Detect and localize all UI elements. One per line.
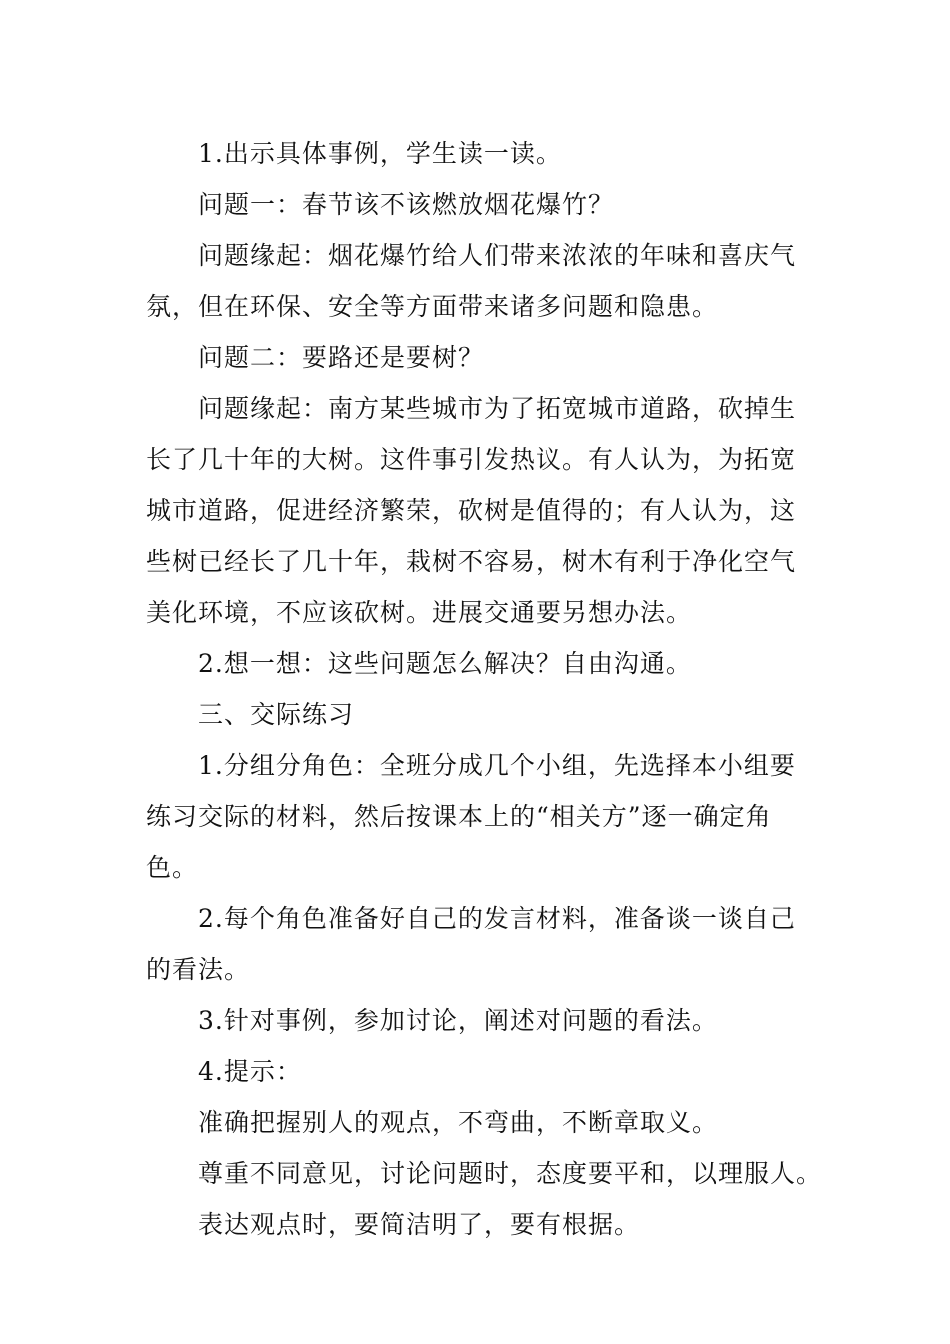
text-line: 尊重不同意见，讨论问题时，态度要平和，以理服人。 [198,1159,823,1188]
document-body [146,128,823,1250]
text-line: 问题缘起：烟花爆竹给人们带来浓浓的年味和喜庆气 [198,241,797,270]
section-heading: 三、交际练习 [198,700,355,729]
text-line: 1.出示具体事例，学生读一读。 [198,139,562,168]
text-line: 问题缘起：南方某些城市为了拓宽城市道路，砍掉生 [198,394,797,423]
text-line: 准确把握别人的观点，不弯曲，不断章取义。 [198,1108,719,1137]
text-line: 氛，但在环保、安全等方面带来诸多问题和隐患。 [146,292,719,321]
text-line: 长了几十年的大树。这件事引发热议。有人认为，为拓宽 [146,445,797,474]
text-line: 表达观点时，要简洁明了，要有根据。 [198,1210,641,1239]
text-line: 色。 [146,853,199,882]
text-line: 问题二：要路还是要树？ [198,343,485,372]
text-line: 4.提示： [198,1057,302,1086]
text-line: 2.每个角色准备好自己的发言材料，准备谈一谈自己 [198,904,796,933]
text-line: 些树已经长了几十年，栽树不容易，树木有利于净化空气 [146,547,797,576]
text-line: 美化环境，不应该砍树。进展交通要另想办法。 [146,598,693,627]
text-line: 练习交际的材料，然后按课本上的“相关方”逐一确定角 [146,802,772,831]
text-line: 问题一：春节该不该燃放烟花爆竹？ [198,190,615,219]
text-line: 3.针对事例，参加讨论，阐述对问题的看法。 [198,1006,718,1035]
text-line: 城市道路，促进经济繁荣，砍树是值得的；有人认为，这 [146,496,797,525]
text-line: 1.分组分角色：全班分成几个小组，先选择本小组要 [198,751,796,780]
text-line: 2.想一想：这些问题怎么解决？自由沟通。 [198,649,692,678]
text-line: 的看法。 [146,955,251,984]
